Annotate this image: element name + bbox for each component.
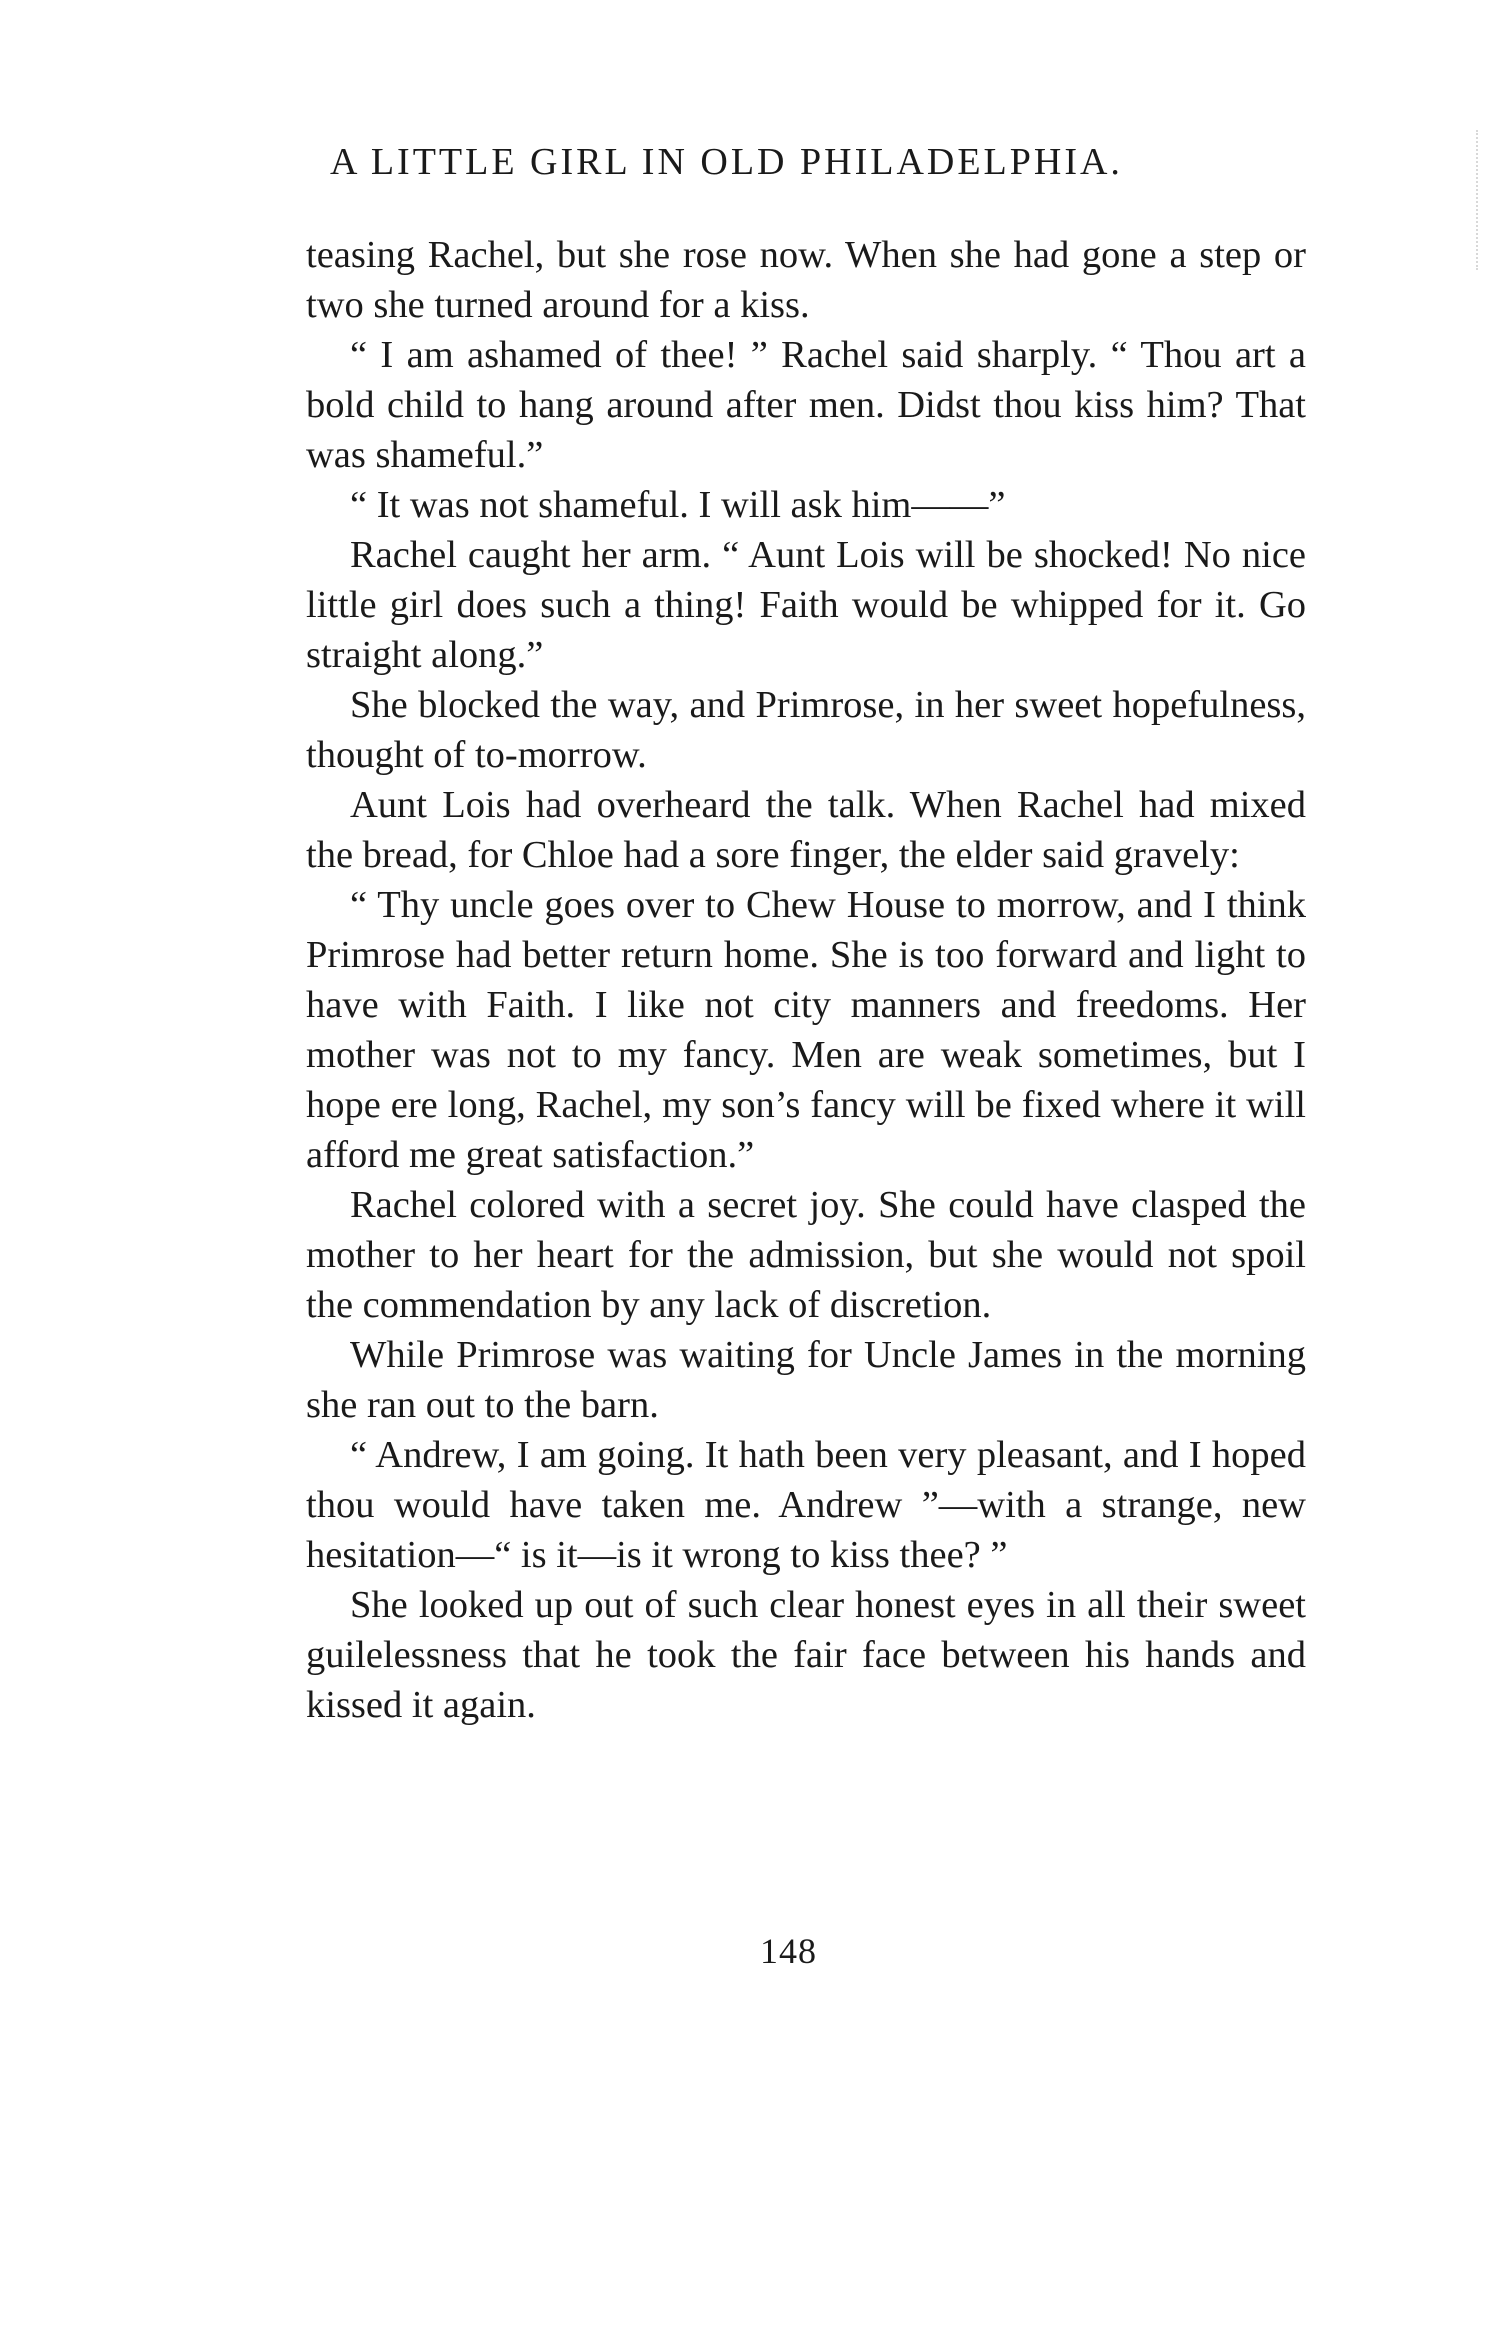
paragraph-2: “ I am ashamed of thee! ” Rachel said sharply. “ Thou art a bold child to hang around after men. Didst thou kiss him? That was shameful.” — [306, 334, 1306, 476]
body-text — [306, 230, 1306, 1730]
paragraph-6: Aunt Lois had overheard the talk. When Rachel had mixed the bread, for Chloe had a sore finger, the elder said gravely: — [306, 784, 1306, 876]
paragraph-4: Rachel caught her arm. “ Aunt Lois will be shocked! No nice little girl does such a thing! Faith would be whipped for it. Go straight along.” — [306, 534, 1306, 676]
paragraph-1: teasing Rachel, but she rose now. When she had gone a step or two she turned around for a kiss. — [306, 234, 1306, 326]
paragraph-11: She looked up out of such clear honest eyes in all their sweet guilelessness that he took the fair face between his hands and kissed it again. — [306, 1584, 1306, 1726]
paragraph-3: “ It was not shameful. I will ask him——” — [350, 484, 1006, 526]
paragraph-8: Rachel colored with a secret joy. She could have clasped the mother to her heart for the admission, but she would not spoil the commendation by any lack of discretion. — [306, 1184, 1306, 1326]
paragraph-7: “ Thy uncle goes over to Chew House to morrow, and I think Primrose had better return home. She is too forward and light to have with Faith. I like not city manners and freedoms. Her mother was not to my fancy. Men are weak sometimes, but I hope ere long, Rachel, my son’s fancy will be fixed where it will afford me great satisfaction.” — [306, 884, 1306, 1176]
paragraph-5: She blocked the way, and Primrose, in her sweet hopefulness, thought of to-morrow. — [306, 684, 1306, 776]
running-head: A LITTLE GIRL IN OLD PHILADELPHIA. — [330, 141, 1123, 183]
paragraph-9: While Primrose was waiting for Uncle James in the morning she ran out to the barn. — [306, 1334, 1306, 1426]
scan-edge-marks — [1476, 130, 1482, 270]
paragraph-10: “ Andrew, I am going. It hath been very pleasant, and I hoped thou would have taken me. Andrew ”—with a strange, new hesitation—“ is it—is it wrong to kiss thee? ” — [306, 1434, 1306, 1576]
page-number: 148 — [760, 1931, 817, 1971]
